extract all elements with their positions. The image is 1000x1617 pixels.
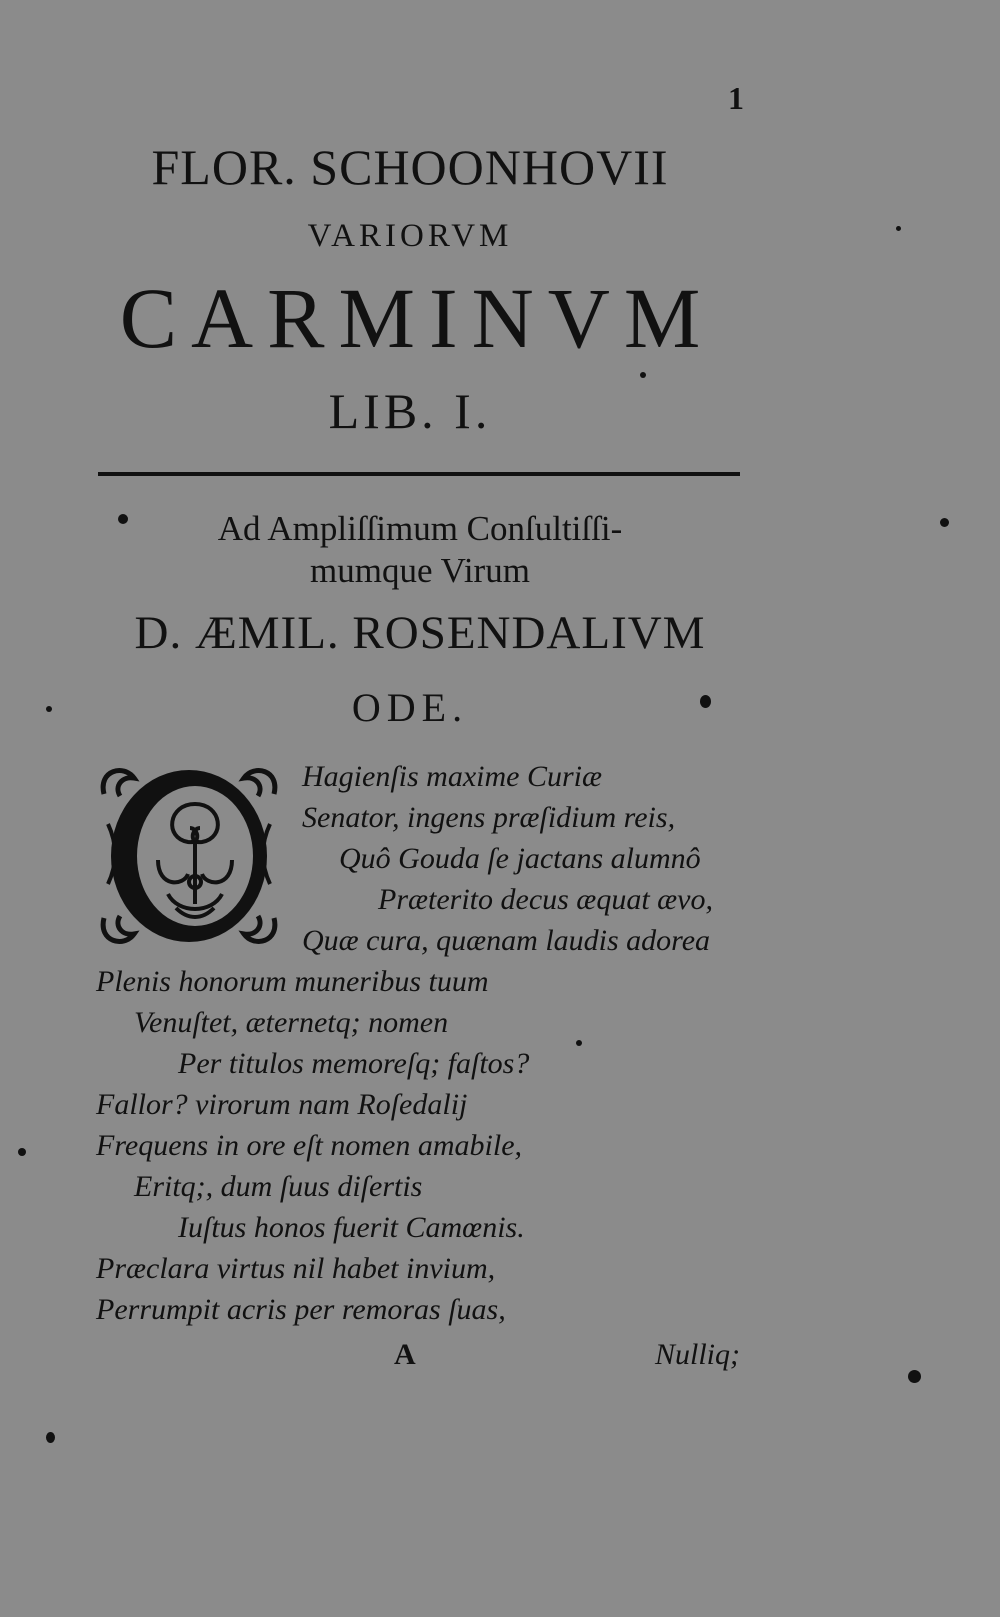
scan-speck [46,706,52,712]
dedication [160,508,680,592]
catchword: Nulliq; [655,1338,741,1371]
dedication-line-1: Ad Ampliſſimum Conſultiſſi- [217,509,623,548]
dedication-line-2: mumque Virum [310,551,530,590]
signature-mark: A [394,1338,416,1371]
poem-line-8: Per titulos memoreſq; faſtos? [178,1047,530,1080]
variorum-heading: VARIORVM [307,218,513,254]
poem-line-11: Eritq;, dum ſuus diſertis [134,1170,423,1203]
poem-line-10: Frequens in ore eſt nomen amabile, [96,1129,523,1162]
scan-speck [908,1370,921,1383]
ode-title: ODE. [351,685,469,730]
decorated-initial-o [98,764,280,948]
scan-speck [640,372,646,378]
divider-rule [98,472,740,476]
poem-line-12: Iuſtus honos fuerit Camœnis. [178,1211,525,1244]
poem-line-7: Venuſtet, æternetq; nomen [134,1006,449,1039]
poem-line-14: Perrumpit acris per remoras ſuas, [96,1293,506,1326]
poem-line-13: Præclara virtus nil habet invium, [96,1252,496,1285]
poem-line-9: Fallor? virorum nam Roſedalij [96,1088,468,1121]
poem-line-4: Præterito decus æquat ævo, [378,883,713,916]
dedicatee-name: D. ÆMIL. ROSENDALIVM [134,607,706,659]
poem-line-5: Quæ cura, quænam laudis adorea [302,924,711,957]
poem-line-3: Quô Gouda ſe jactans alumnô [339,842,701,875]
scan-speck [700,695,711,708]
poem-line-6: Plenis honorum muneribus tuum [96,965,489,998]
scan-speck [576,1040,582,1046]
carminum-heading: CARMINVM [119,270,715,366]
scan-speck [118,514,128,524]
scan-speck [18,1148,26,1156]
scan-speck [940,518,949,527]
page-number: 1 [728,80,744,116]
scan-speck [46,1432,55,1443]
poem-line-2: Senator, ingens præſidium reis, [302,801,676,834]
book-heading: LIB. I. [328,383,492,439]
scan-speck [896,226,901,231]
author-heading: FLOR. SCHOONHOVII [151,139,669,195]
poem-line-1: Hagienſis maxime Curiæ [302,760,602,793]
